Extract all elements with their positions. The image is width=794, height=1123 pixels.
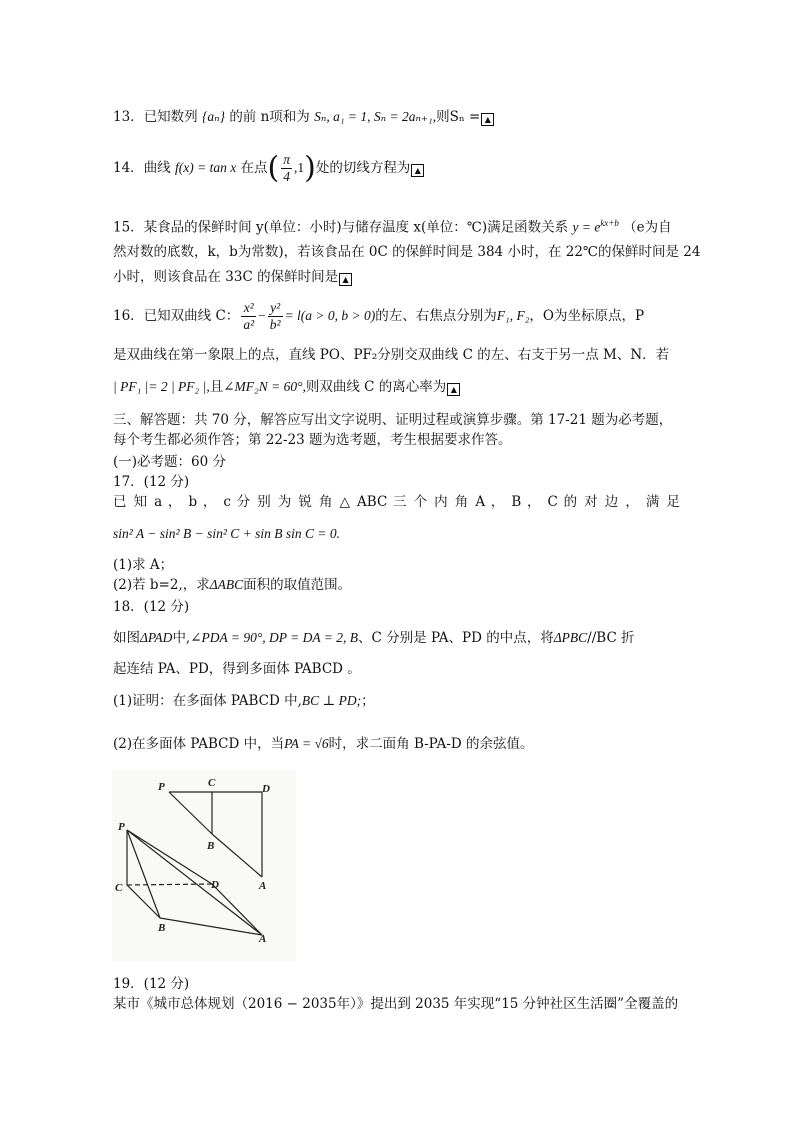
q17-part2-triangle: ΔABC xyxy=(209,577,244,592)
question-16-line-2: 是双曲线在第一象限上的点，直线 PO、PF₂分别交双曲线 C 的左、右支于另一点 M、N．若 xyxy=(113,347,670,363)
label-bottom-D: D xyxy=(211,879,219,891)
q18-part2-m: PA = √6 xyxy=(284,736,329,751)
q13-sequence: {aₙ} xyxy=(201,109,226,124)
q18-part2-b: 时，求二面角 B-PA-D 的余弦值。 xyxy=(328,736,534,752)
q18-header: 18．(12 分) xyxy=(113,599,190,615)
question-16-line-3 xyxy=(113,378,460,396)
q15-line1-tail: （e为自 xyxy=(623,219,672,236)
q15-formula: y = e xyxy=(572,219,601,235)
q18-line1-d: //BC 折 xyxy=(587,630,635,646)
q14-frac-num: π xyxy=(283,152,290,167)
label-bottom-P: P xyxy=(118,821,125,833)
answer-mark-icon: ▲ xyxy=(447,383,460,396)
q18-line1-a: 如图 xyxy=(113,630,140,646)
q16-y-num: y² xyxy=(268,300,283,317)
q14-text-a: 曲线 xyxy=(143,160,171,176)
q17-header: 17．(12 分) xyxy=(113,474,190,490)
q16-text-a: 已知双曲线 C： xyxy=(143,308,240,324)
q16-x-den: a² xyxy=(243,317,255,332)
label-top-B: B xyxy=(207,840,215,852)
q18-line-2: 起连结 PA、PD，得到多面体 PABCD 。 xyxy=(113,661,361,677)
q16-x-num: x² xyxy=(241,300,256,317)
q16-y-den: b² xyxy=(269,317,281,332)
q18-part1-m: BC ⊥ PD; xyxy=(301,693,362,708)
label-top-D: D xyxy=(262,783,270,795)
q14-paren-right: ) xyxy=(304,150,316,186)
q17-part2-text-a: (2)若 b=2,，求 xyxy=(113,577,210,593)
q14-function: f(x) = tan x xyxy=(174,160,237,175)
q13-number: 13． xyxy=(113,109,144,125)
q16-condition-2: ∠MF₂N = 60°, xyxy=(223,379,306,394)
q14-number: 14． xyxy=(113,160,144,176)
answer-mark-icon: ▲ xyxy=(339,273,352,286)
q17-part-1: (1)求 A； xyxy=(113,557,174,573)
q18-line-1 xyxy=(113,629,635,647)
q17-part2-text-b: 面积的取值范围。 xyxy=(243,577,352,593)
section-3-line-1: 三、解答题：共 70 分，解答应写出文字说明、证明过程或演算步骤。第 17-21 题为必考题， xyxy=(113,412,673,428)
section-3-line-2: 每个考生都必须作答；第 22-23 题为选考题，考生根据要求作答。 xyxy=(113,432,512,448)
label-top-A: A xyxy=(259,880,267,892)
q18-part-1 xyxy=(113,692,375,710)
q16-text-b: 的左、右焦点分别为 xyxy=(375,308,497,324)
q16-text-c: ，O为坐标原点，P xyxy=(529,308,645,324)
q18-part2-a: (2)在多面体 PABCD 中，当 xyxy=(113,736,285,752)
q14-text-c: 处的切线方程为 xyxy=(315,160,411,176)
q18-line1-m2: ∠PDA = 90°, DP = DA = 2, B xyxy=(190,630,359,645)
label-top-P: P xyxy=(158,781,165,793)
question-13 xyxy=(113,108,494,126)
q19-line-1: 某市《城市总体规划（2016 − 2035年）》提出到 2035 年实现“15 分钟社区生活圈”全覆盖的 xyxy=(113,996,679,1012)
q18-line1-b: 中, xyxy=(172,630,191,646)
answer-mark-icon: ▲ xyxy=(411,164,424,177)
label-top-C: C xyxy=(208,777,216,789)
q18-line1-m3: ΔPBC xyxy=(553,630,588,645)
q13-text-a: 已知数列 xyxy=(143,109,198,125)
q16-condition-1: | PF₁ |= 2 | PF₂ |, xyxy=(113,379,210,394)
q14-paren-left: ( xyxy=(267,150,280,186)
q16-x-fraction xyxy=(241,300,256,333)
q16-line3-text: 则双曲线 C 的离心率为 xyxy=(305,379,447,395)
q15-line1-text: 15．某食品的保鲜时间 y(单位：小时)与储存温度 x(单位：℃)满足函数关系 xyxy=(113,219,569,236)
question-15-line-1 xyxy=(113,214,672,237)
question-14 xyxy=(113,150,424,186)
section-required-heading: (一)必考题：60 分 xyxy=(113,454,227,470)
q17-line-1: 已 知 a ， b ， c 分 别 为 锐 角 △ ABC 三 个 内 角 A ， B ， C 的 对 边 ， 满 足 xyxy=(113,494,680,510)
question-15-line-3 xyxy=(113,268,352,286)
q16-y-fraction xyxy=(268,300,283,333)
question-16-line-1: 16．已知双曲线 C： $\frac{\text{x²}}{\text{a²}}$ − $\frac{\text{y²}}{\text{b²}}$ = l(a > 0, b > 0)的左、右焦点分别为F₁, F₂，O为坐标原点，P xyxy=(113,300,645,332)
q14-point-fraction xyxy=(281,152,292,185)
label-bottom-B: B xyxy=(158,922,166,934)
q18-line1-m1: ΔPAD xyxy=(140,630,173,645)
label-bottom-C: C xyxy=(115,882,123,894)
q14-point-tail: ,1 xyxy=(293,160,305,175)
q19-header: 19．(12 分) xyxy=(113,976,190,992)
figure-background xyxy=(112,770,296,962)
polyhedron-figure xyxy=(112,770,296,962)
q15-exponent: kx+b xyxy=(600,218,619,228)
q13-condition: Sₙ, a₁ = 1, Sₙ = 2aₙ₊₁, xyxy=(314,109,437,124)
q16-foci: F₁, F₂ xyxy=(496,308,530,323)
q16-equation-tail: = l(a > 0, b > 0) xyxy=(284,308,376,323)
q14-text-b: 在点 xyxy=(240,160,268,176)
answer-mark-icon: ▲ xyxy=(481,113,494,126)
q15-line3-text: 小时，则该食品在 33C 的保鲜时间是 xyxy=(113,269,339,285)
q16-and: 且 xyxy=(209,379,224,395)
question-15-line-2: 然对数的底数，k，b为常数)，若该食品在 0C 的保鲜时间是 384 小时，在 22℃的保鲜时间是 24 xyxy=(113,244,701,260)
q13-text-b: 的前 n项和为 xyxy=(229,109,310,125)
q18-part1-a: (1)证明：在多面体 PABCD 中, xyxy=(113,693,302,709)
q13-text-c: 则Sₙ = xyxy=(436,109,481,125)
q17-formula: sin² A − sin² B − sin² C + sin B sin C = 0. xyxy=(113,526,340,541)
q17-part-2 xyxy=(113,576,351,594)
q14-frac-den: 4 xyxy=(283,169,290,184)
label-bottom-A: A xyxy=(259,933,267,945)
q16-number: 16． xyxy=(113,308,144,324)
q18-part-2 xyxy=(113,735,533,753)
q18-line1-c: 、C 分别是 PA、PD 的中点，将 xyxy=(358,630,554,646)
q18-part1-b: ； xyxy=(361,693,375,709)
